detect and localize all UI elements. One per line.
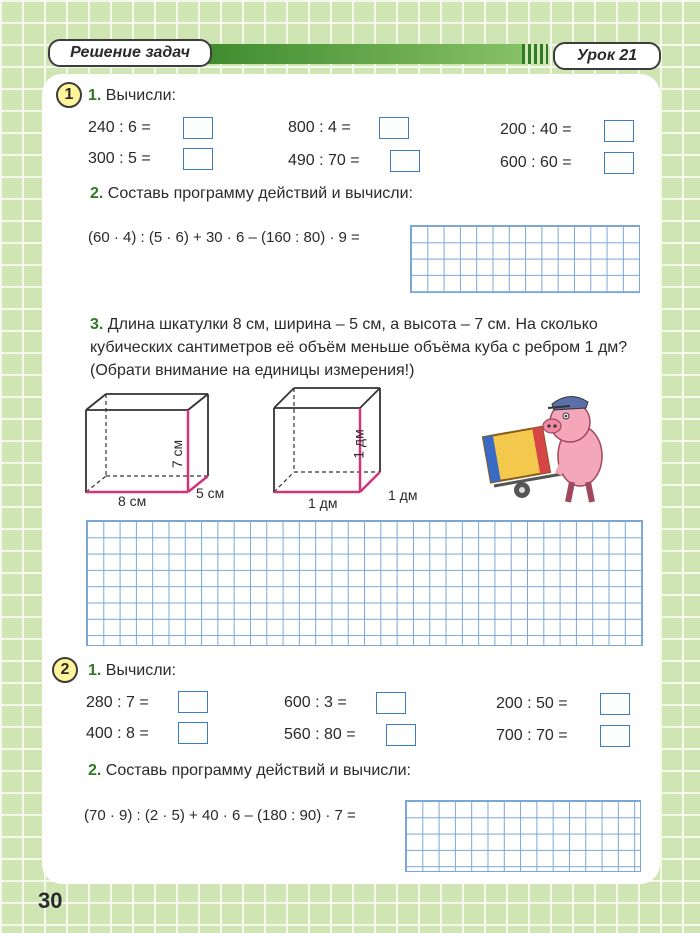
section-number-1: 1 [56, 82, 82, 108]
expr-4: 300 : 5 = [88, 150, 151, 167]
answer-box-10[interactable] [178, 722, 208, 744]
expr-11: 560 : 80 = [284, 726, 356, 743]
expr-2: 800 : 4 = [288, 119, 351, 136]
answer-grid-2[interactable] [86, 520, 643, 646]
task1-label-2: Вычисли: [105, 662, 176, 679]
task2-label: Составь программу действий и вычисли: [107, 185, 413, 202]
task1-heading-2 [88, 662, 176, 680]
expr-9: 200 : 50 = [496, 695, 568, 712]
answer-box-12[interactable] [600, 725, 630, 747]
task2-number-2: 2. [88, 762, 102, 779]
expr-12: 700 : 70 = [496, 727, 568, 744]
box-width-label: 5 см [196, 485, 225, 501]
header-stripes [522, 44, 548, 64]
lesson-label: Урок 21 [553, 42, 661, 70]
answer-grid-1[interactable] [410, 225, 640, 293]
answer-box-5[interactable] [390, 150, 420, 172]
pig-pushing-cart-icon [474, 390, 624, 508]
expr-8: 600 : 3 = [284, 694, 347, 711]
page-number: 30 [38, 888, 63, 913]
box-illustration [76, 388, 256, 508]
expr-7: 280 : 7 = [86, 694, 149, 711]
task1-label: Вычисли: [105, 87, 176, 104]
task2-number: 2. [90, 185, 104, 202]
task3-text [90, 313, 646, 382]
expr-6: 600 : 60 = [500, 154, 572, 171]
answer-box-9[interactable] [600, 693, 630, 715]
cube-width-label: 1 дм [388, 487, 418, 503]
cube-illustration [266, 384, 416, 504]
expr-10: 400 : 8 = [86, 725, 149, 742]
task2-expression: (60 · 4) : (5 · 6) + 30 · 6 – (160 : 80) · 9 = [88, 229, 360, 246]
answer-box-7[interactable] [178, 691, 208, 713]
box-height-label: 7 см [169, 439, 186, 469]
cube-height-label: 1 дм [350, 429, 367, 459]
task1-number-2: 1. [88, 662, 102, 679]
answer-box-1[interactable] [183, 117, 213, 139]
page-title: Решение задач [48, 39, 212, 67]
task1-number: 1. [88, 87, 102, 104]
task2-heading [90, 185, 413, 203]
answer-grid-3[interactable] [405, 800, 641, 872]
task3-number: 3. [90, 316, 104, 333]
expr-5: 490 : 70 = [288, 152, 360, 169]
task1-heading [88, 87, 176, 105]
task3-body: Длина шкатулки 8 см, ширина – 5 см, а высота – 7 см. На сколько кубических сантиметров её объём меньше объёма куба с ребром 1 дм? (Обрати внимание на единицы измерения!) [90, 316, 628, 379]
answer-box-6[interactable] [604, 152, 634, 174]
expr-3: 200 : 40 = [500, 121, 572, 138]
task2-label-2: Составь программу действий и вычисли: [105, 762, 411, 779]
expr-1: 240 : 6 = [88, 119, 151, 136]
answer-box-11[interactable] [386, 724, 416, 746]
cube-length-label: 1 дм [308, 495, 338, 511]
task2-heading-2 [88, 762, 411, 780]
answer-box-2[interactable] [379, 117, 409, 139]
answer-box-4[interactable] [183, 148, 213, 170]
answer-box-8[interactable] [376, 692, 406, 714]
answer-box-3[interactable] [604, 120, 634, 142]
section-number-2: 2 [52, 657, 78, 683]
box-length-label: 8 см [118, 493, 147, 509]
header-band [200, 44, 545, 64]
task2-expression-2: (70 · 9) : (2 · 5) + 40 · 6 – (180 : 90) · 7 = [84, 807, 356, 824]
